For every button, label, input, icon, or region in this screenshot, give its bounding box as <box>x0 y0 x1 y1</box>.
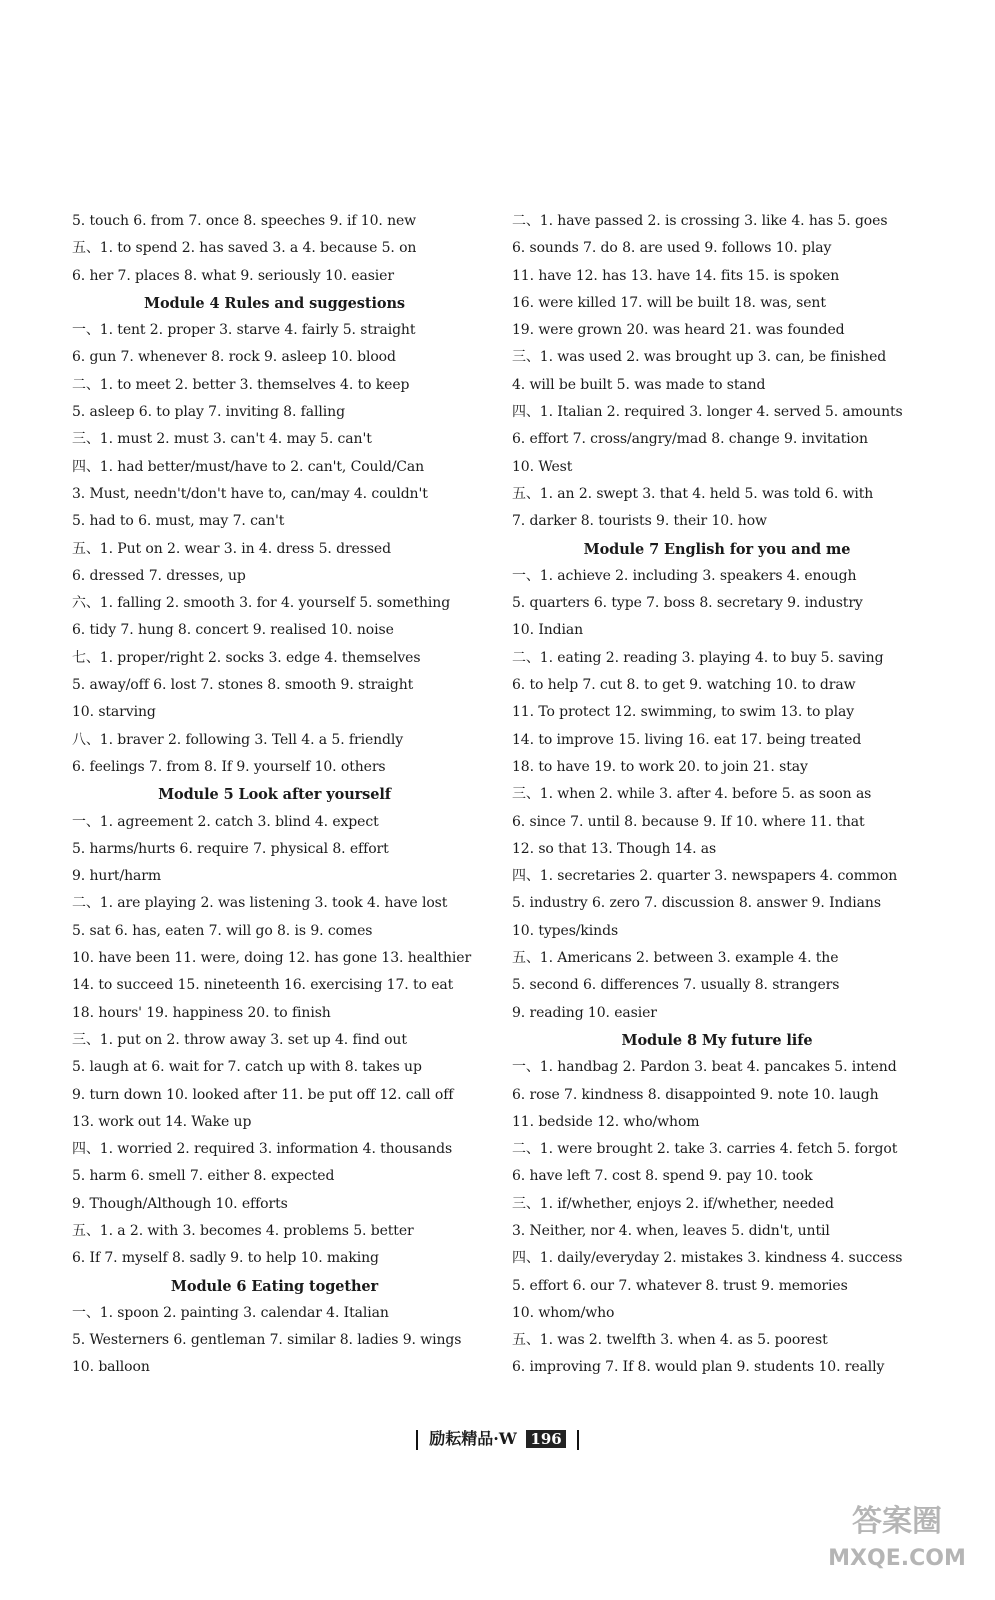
answer-line: 5. Westerners 6. gentleman 7. similar 8. ladies 9. wings <box>72 1332 462 1349</box>
answer-line: 4. will be built 5. was made to stand <box>512 376 766 393</box>
answer-line: 9. turn down 10. looked after 11. be put off 12. call off <box>72 1086 454 1103</box>
answer-line: 三、1. when 2. while 3. after 4. before 5. as soon as <box>512 786 872 803</box>
answer-line: 5. asleep 6. to play 7. inviting 8. falling <box>72 404 345 421</box>
watermark-url: MXQE.COM <box>828 1546 966 1571</box>
answer-line: 三、1. was used 2. was brought up 3. can, be finished <box>512 349 887 366</box>
module-heading: Module 7 English for you and me <box>583 540 851 558</box>
answer-line: 5. laugh at 6. wait for 7. catch up with 8. takes up <box>72 1059 422 1076</box>
answer-line: 一、1. achieve 2. including 3. speakers 4. enough <box>512 567 857 584</box>
answer-line: 6. feelings 7. from 8. If 9. yourself 10. others <box>72 758 386 775</box>
answer-line: 六、1. falling 2. smooth 3. for 4. yourself 5. something <box>72 595 451 612</box>
answer-line: 二、1. to meet 2. better 3. themselves 4. to keep <box>72 376 410 393</box>
right-column <box>512 208 922 1382</box>
answer-line: 6. dressed 7. dresses, up <box>72 567 246 584</box>
module-heading: Module 8 My future life <box>621 1031 813 1049</box>
answer-line: 5. second 6. differences 7. usually 8. strangers <box>512 977 840 994</box>
answer-line: 七、1. proper/right 2. socks 3. edge 4. themselves <box>72 649 421 666</box>
watermark-logo: 答案圈 <box>852 1504 942 1539</box>
answer-line: 6. If 7. myself 8. sadly 9. to help 10. making <box>72 1250 379 1267</box>
answer-line: 10. starving <box>72 704 156 721</box>
answer-line: 五、1. Put on 2. wear 3. in 4. dress 5. dressed <box>72 540 391 557</box>
answer-line: 二、1. were brought 2. take 3. carries 4. fetch 5. forgot <box>512 1141 898 1158</box>
answer-line: 10. West <box>512 458 573 475</box>
answer-line: 6. improving 7. If 8. would plan 9. students 10. really <box>512 1359 885 1376</box>
answer-line: 6. to help 7. cut 8. to get 9. watching 10. to draw <box>512 677 856 694</box>
answer-line: 5. harms/hurts 6. require 7. physical 8. effort <box>72 840 389 857</box>
answer-line: 12. so that 13. Though 14. as <box>512 840 717 857</box>
answer-line: 14. to improve 15. living 16. eat 17. being treated <box>512 731 862 748</box>
answer-line: 二、1. eating 2. reading 3. playing 4. to buy 5. saving <box>512 649 884 666</box>
answer-line: 四、1. secretaries 2. quarter 3. newspapers 4. common <box>512 868 898 885</box>
answer-line: 5. touch 6. from 7. once 8. speeches 9. if 10. new <box>72 213 417 229</box>
module-heading: Module 6 Eating together <box>170 1277 379 1295</box>
answer-line: 五、1. was 2. twelfth 3. when 4. as 5. poorest <box>512 1332 828 1349</box>
page-number: 196 <box>526 1430 565 1448</box>
answer-line: 10. whom/who <box>512 1304 615 1321</box>
answer-line: 四、1. Italian 2. required 3. longer 4. served 5. amounts <box>512 404 903 421</box>
answer-line: 3. Must, needn't/don't have to, can/may 4. couldn't <box>72 485 428 502</box>
answer-line: 5. sat 6. has, eaten 7. will go 8. is 9. comes <box>72 922 373 939</box>
answer-line: 18. hours' 19. happiness 20. to finish <box>72 1004 331 1021</box>
site-watermark <box>817 1500 977 1590</box>
answer-line: 6. her 7. places 8. what 9. seriously 10. easier <box>72 267 394 284</box>
answer-line: 四、1. worried 2. required 3. information 4. thousands <box>72 1141 453 1158</box>
answer-line: 10. balloon <box>72 1359 150 1376</box>
answer-line: 八、1. braver 2. following 3. Tell 4. a 5. friendly <box>72 731 404 748</box>
answer-line: 9. reading 10. easier <box>512 1004 657 1021</box>
answer-line: 二、1. are playing 2. was listening 3. took 4. have lost <box>72 895 448 912</box>
answer-line: 7. darker 8. tourists 9. their 10. how <box>512 513 767 530</box>
answer-line: 四、1. had better/must/have to 2. can't, Could/Can <box>72 458 425 475</box>
answer-line: 一、1. spoon 2. painting 3. calendar 4. Italian <box>72 1304 389 1321</box>
answer-line: 3. Neither, nor 4. when, leaves 5. didn't, until <box>512 1222 830 1239</box>
answer-line: 5. quarters 6. type 7. boss 8. secretary 9. industry <box>512 595 863 612</box>
answer-line: 16. were killed 17. will be built 18. was, sent <box>512 294 826 311</box>
left-column <box>72 208 477 1382</box>
answer-line: 11. To protect 12. swimming, to swim 13. to play <box>512 704 855 721</box>
answer-line: 10. Indian <box>512 622 584 639</box>
answer-line: 6. effort 7. cross/angry/mad 8. change 9. invitation <box>512 431 868 448</box>
answer-line: 三、1. put on 2. throw away 3. set up 4. find out <box>72 1031 407 1048</box>
answer-line: 11. bedside 12. who/whom <box>512 1113 700 1130</box>
answer-line: 6. rose 7. kindness 8. disappointed 9. note 10. laugh <box>512 1086 879 1103</box>
answer-line: 一、1. handbag 2. Pardon 3. beat 4. pancakes 5. intend <box>512 1059 897 1076</box>
answer-line: 11. have 12. has 13. have 14. fits 15. is spoken <box>512 267 840 284</box>
answer-line: 5. effort 6. our 7. whatever 8. trust 9. memories <box>512 1277 848 1294</box>
answer-line: 6. sounds 7. do 8. are used 9. follows 10. play <box>512 240 832 257</box>
answer-line: 18. to have 19. to work 20. to join 21. stay <box>512 758 808 775</box>
footer-brand: 励耘精品·W <box>429 1429 517 1448</box>
answer-line: 一、1. tent 2. proper 3. starve 4. fairly 5. straight <box>72 322 416 339</box>
answer-line: 9. hurt/harm <box>72 868 162 885</box>
answer-line: 9. Though/Although 10. efforts <box>72 1195 288 1212</box>
module-heading: Module 4 Rules and suggestions <box>144 294 405 312</box>
footer-bar-right <box>577 1430 579 1450</box>
answer-line: 6. gun 7. whenever 8. rock 9. asleep 10. blood <box>72 349 396 366</box>
answer-line: 6. tidy 7. hung 8. concert 9. realised 10. noise <box>72 622 394 639</box>
answer-line: 四、1. daily/everyday 2. mistakes 3. kindness 4. success <box>512 1250 903 1267</box>
answer-line: 19. were grown 20. was heard 21. was founded <box>512 322 845 339</box>
answer-line: 5. away/off 6. lost 7. stones 8. smooth 9. straight <box>72 677 414 694</box>
answer-line: 5. harm 6. smell 7. either 8. expected <box>72 1168 335 1185</box>
answer-line: 五、1. to spend 2. has saved 3. a 4. because 5. on <box>72 240 417 257</box>
answer-line: 一、1. agreement 2. catch 3. blind 4. expect <box>72 813 379 830</box>
page-footer <box>0 1426 995 1450</box>
module-heading: Module 5 Look after yourself <box>158 786 391 804</box>
answer-line: 10. have been 11. were, doing 12. has gone 13. healthier <box>72 950 472 967</box>
answer-line: 5. industry 6. zero 7. discussion 8. answer 9. Indians <box>512 895 881 912</box>
answer-line: 三、1. if/whether, enjoys 2. if/whether, needed <box>512 1195 834 1212</box>
answer-line: 13. work out 14. Wake up <box>72 1113 252 1130</box>
answer-line: 五、1. an 2. swept 3. that 4. held 5. was told 6. with <box>512 485 874 502</box>
answer-line: 14. to succeed 15. nineteenth 16. exercising 17. to eat <box>72 977 454 994</box>
answer-line: 三、1. must 2. must 3. can't 4. may 5. can't <box>72 431 372 448</box>
answer-line: 6. have left 7. cost 8. spend 9. pay 10. took <box>512 1168 813 1185</box>
answer-line: 10. types/kinds <box>512 922 619 939</box>
answer-line: 五、1. Americans 2. between 3. example 4. the <box>512 950 839 967</box>
answer-line: 5. had to 6. must, may 7. can't <box>72 513 285 530</box>
footer-bar-left <box>416 1430 418 1450</box>
answer-line: 二、1. have passed 2. is crossing 3. like 4. has 5. goes <box>512 213 888 229</box>
answer-line: 五、1. a 2. with 3. becomes 4. problems 5. better <box>72 1222 414 1239</box>
answer-line: 6. since 7. until 8. because 9. If 10. where 11. that <box>512 813 865 830</box>
